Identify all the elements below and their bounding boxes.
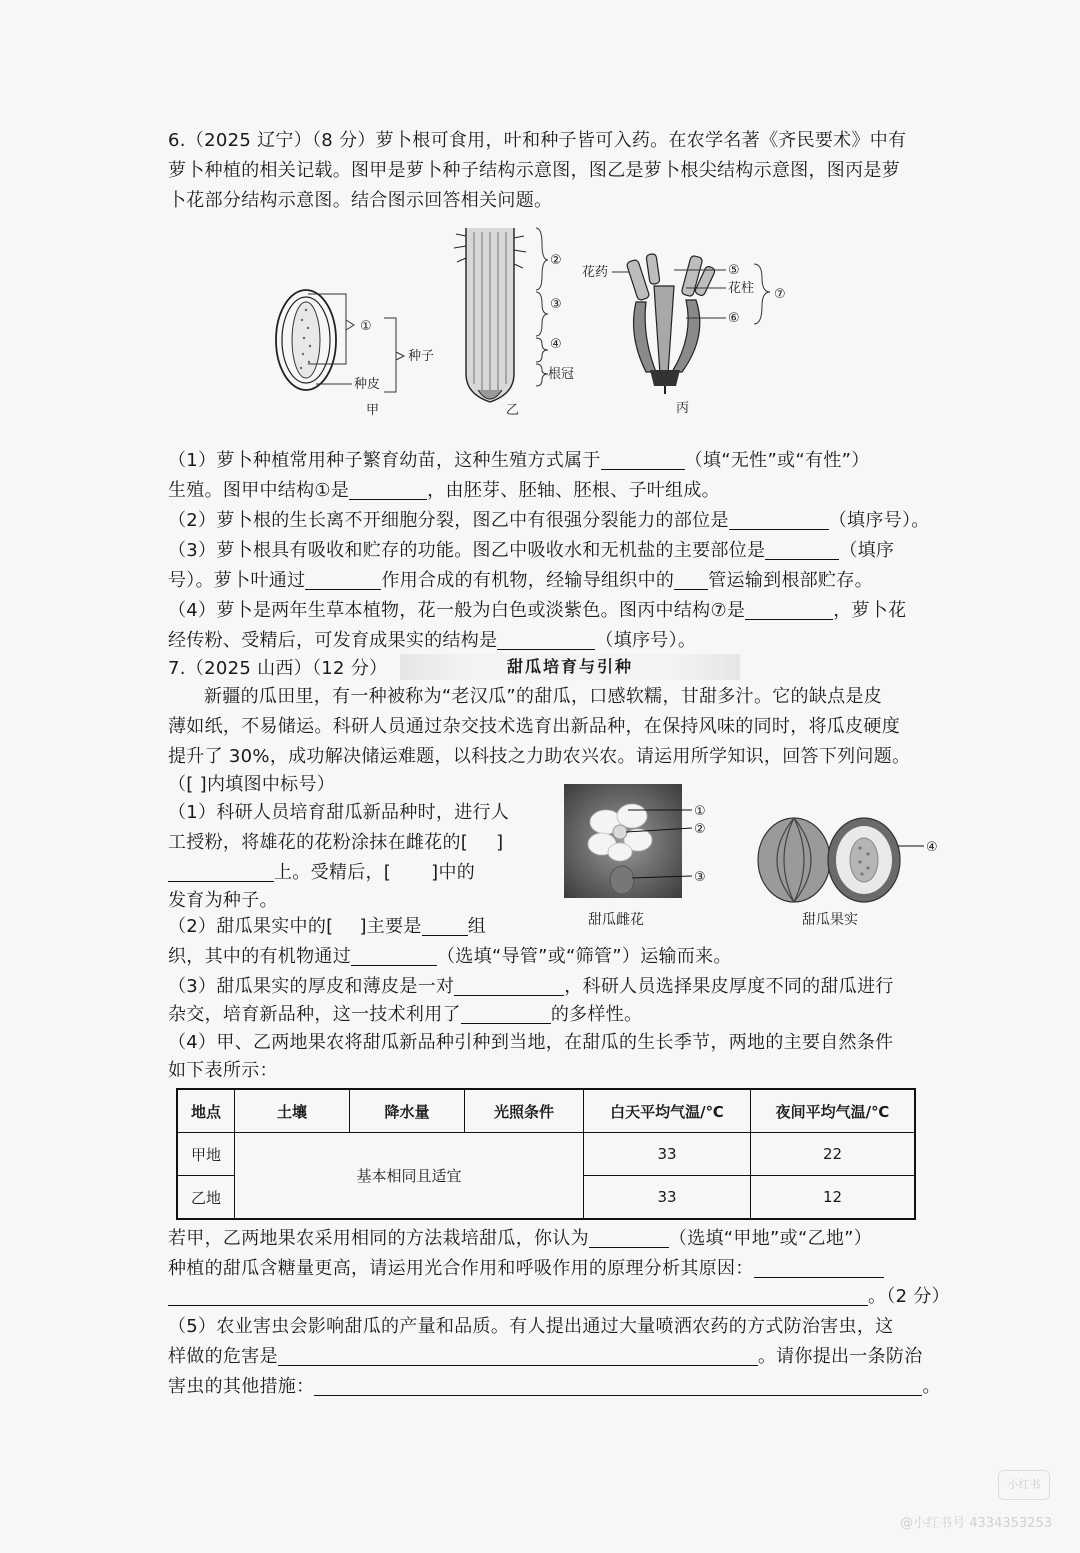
- table-cell-day-temp: 33: [584, 1133, 751, 1176]
- caption-female-flower: 甜瓜雌花: [588, 912, 644, 928]
- table-cell-night-temp: 12: [751, 1176, 916, 1220]
- q7-part4-line5: 。（2 分）: [168, 1282, 948, 1312]
- label-fruit-4: ④: [926, 840, 938, 855]
- label-yi: 乙: [506, 403, 520, 418]
- q7-part3-line2: 杂交，培育新品种，这一技术利用了 的多样性。: [168, 1004, 643, 1025]
- answer-blank[interactable]: [454, 975, 564, 996]
- label-jia: 甲: [366, 403, 380, 418]
- answer-blank[interactable]: [305, 569, 381, 590]
- label-3: ③: [550, 297, 562, 312]
- q6-part3-line1: （3）萝卜根具有吸收和贮存的功能。图乙中吸收水和无机盐的主要部位是 （填序: [168, 540, 895, 561]
- answer-blank[interactable]: [168, 861, 274, 882]
- label-seed-coat: 种皮: [354, 377, 381, 392]
- answer-blank[interactable]: [745, 599, 833, 620]
- q7-part2-line1: （2）甜瓜果实中的[ ]主要是 组: [168, 916, 487, 937]
- table-header: 光照条件: [465, 1089, 584, 1133]
- table-header: 土壤: [235, 1089, 350, 1133]
- caption-fruit: 甜瓜果实: [802, 912, 858, 928]
- label-anther: 花药: [582, 265, 609, 280]
- q7-part4-line4: 种植的甜瓜含糖量更高，请运用光合作用和呼吸作用的原理分析其原因：: [168, 1254, 948, 1284]
- q6-part1-line2: 生殖。图甲中结构①是 ，由胚芽、胚轴、胚根、子叶组成。: [168, 480, 720, 501]
- figure-bing-flower: [576, 246, 816, 418]
- answer-blank[interactable]: [314, 1375, 922, 1396]
- table-header: 地点: [177, 1089, 235, 1133]
- q6-part1-line1: （1）萝卜种植常用种子繁育幼苗，这种生殖方式属于 （填“无性”或“有性”）: [168, 450, 870, 471]
- answer-blank[interactable]: [601, 449, 685, 470]
- q7-intro-line: （[ ]内填图中标号）: [168, 774, 336, 795]
- label-7: ⑦: [774, 287, 786, 302]
- table-cell-night-temp: 22: [751, 1133, 916, 1176]
- answer-blank[interactable]: [674, 569, 708, 590]
- q7-part2-line2: 织，其中的有机物通过 （选填“导管”或“筛管”）运输而来。: [168, 946, 732, 967]
- figure-jia-seed: [268, 280, 468, 420]
- q7-part1-line3: 上。受精后，[ ]中的: [168, 858, 548, 888]
- q7-intro-line: 提升了 30%，成功解决储运难题，以科技之力助农兴农。请运用所学知识，回答下列问题。: [168, 746, 911, 767]
- answer-blank[interactable]: [422, 915, 468, 936]
- q7-part4-line1: （4）甲、乙两地果农将甜瓜新品种引种到当地，在甜瓜的生长季节，两地的主要自然条件: [168, 1032, 894, 1053]
- answer-blank[interactable]: [278, 1345, 758, 1366]
- q6-intro-line: 萝卜种植的相关记载。图甲是萝卜种子结构示意图，图乙是萝卜根尖结构示意图，图丙是萝: [168, 160, 900, 181]
- table-header: 白天平均气温/℃: [584, 1089, 751, 1133]
- q7-part4-line3: 若甲，乙两地果农采用相同的方法栽培甜瓜，你认为 （选填“甲地”或“乙地”）: [168, 1228, 873, 1249]
- watermark-logo: 小红书: [998, 1470, 1050, 1500]
- table-row: [177, 1133, 915, 1176]
- answer-blank[interactable]: [349, 479, 427, 500]
- q7-intro-line: 薄如纸，不易储运。科研人员通过杂交技术选育出新品种，在保持风味的同时，将瓜皮硬度: [168, 716, 900, 737]
- q6-part3-line2: 号）。萝卜叶通过 作用合成的有机物，经输导组织中的 管运输到根部贮存。: [168, 570, 873, 591]
- table-cell-place: 甲地: [177, 1133, 235, 1176]
- q6-part2: （2）萝卜根的生长离不开细胞分裂，图乙中有很强分裂能力的部位是 （填序号）。: [168, 510, 930, 531]
- label-style: 花柱: [728, 281, 755, 296]
- answer-blank[interactable]: [765, 539, 839, 560]
- table-header: 降水量: [350, 1089, 465, 1133]
- q7-intro-line: 新疆的瓜田里，有一种被称为“老汉瓜”的甜瓜，口感软糯，甘甜多汁。它的缺点是皮: [204, 686, 883, 707]
- q6-part4-line1: （4）萝卜是两年生草本植物，花一般为白色或淡紫色。图丙中结构⑦是 ，萝卜花: [168, 600, 907, 621]
- label-5: ⑤: [728, 263, 740, 278]
- label-6: ⑥: [728, 311, 740, 326]
- table-header-row: [177, 1089, 915, 1133]
- label-bing: 丙: [676, 401, 690, 416]
- q6-part4-line2: 经传粉、受精后，可发育成果实的结构是 （填序号）。: [168, 630, 697, 651]
- answer-blank[interactable]: [351, 945, 437, 966]
- q7-part5-line1: （5）农业害虫会影响甜瓜的产量和品质。有人提出通过大量喷洒农药的方式防治害虫，这: [168, 1316, 894, 1337]
- q6-intro-line: 卜花部分结构示意图。结合图示回答相关问题。: [168, 190, 553, 211]
- q7-part3-line1: （3）甜瓜果实的厚皮和薄皮是一对 ，科研人员选择果皮厚度不同的甜瓜进行: [168, 976, 894, 997]
- label-seed: 种子: [408, 349, 435, 364]
- q7-part1-line4: 发育为种子。: [168, 890, 278, 911]
- label-1: ①: [360, 319, 372, 334]
- q7-part5-line3: 害虫的其他措施： 。: [168, 1376, 941, 1397]
- label-2: ②: [550, 253, 562, 268]
- answer-blank[interactable]: [168, 1285, 868, 1306]
- conditions-table: [176, 1088, 916, 1220]
- table-header: 夜间平均气温/℃: [751, 1089, 916, 1133]
- figure-melon-female-flower: [562, 782, 762, 932]
- label-flower-1: ①: [694, 804, 706, 819]
- q6-intro-line: 6.（2025 辽宁）（8 分）萝卜根可食用，叶和种子皆可入药。在农学名著《齐民要术》中有: [168, 130, 907, 151]
- answer-blank[interactable]: [461, 1003, 551, 1024]
- table-cell-shared: 基本相同且适宜: [235, 1133, 584, 1220]
- label-flower-3: ③: [694, 870, 706, 885]
- label-root-cap: 根冠: [548, 367, 575, 382]
- answer-blank[interactable]: [589, 1227, 669, 1248]
- table-cell-place: 乙地: [177, 1176, 235, 1220]
- answer-blank[interactable]: [729, 509, 829, 530]
- watermark-id: @小红书号 4334353253: [900, 1516, 1052, 1531]
- q7-heading: 7.（2025 山西）（12 分）: [168, 658, 388, 679]
- answer-blank[interactable]: [497, 629, 595, 650]
- q7-part1-line1: （1）科研人员培育甜瓜新品种时，进行人: [168, 802, 510, 823]
- table-cell-day-temp: 33: [584, 1176, 751, 1220]
- label-flower-2: ②: [694, 822, 706, 837]
- q7-part1-line2: 工授粉，将雄花的花粉涂抹在雌花的[ ]: [168, 832, 504, 853]
- figure-melon-fruit: [752, 804, 952, 934]
- q7-part4-line2: 如下表所示：: [168, 1060, 278, 1081]
- label-4: ④: [550, 337, 562, 352]
- q7-part5-line2: 样做的危害是 。请你提出一条防治: [168, 1346, 923, 1367]
- answer-blank[interactable]: [754, 1257, 884, 1278]
- q7-banner-title: 甜瓜培育与引种: [400, 654, 740, 680]
